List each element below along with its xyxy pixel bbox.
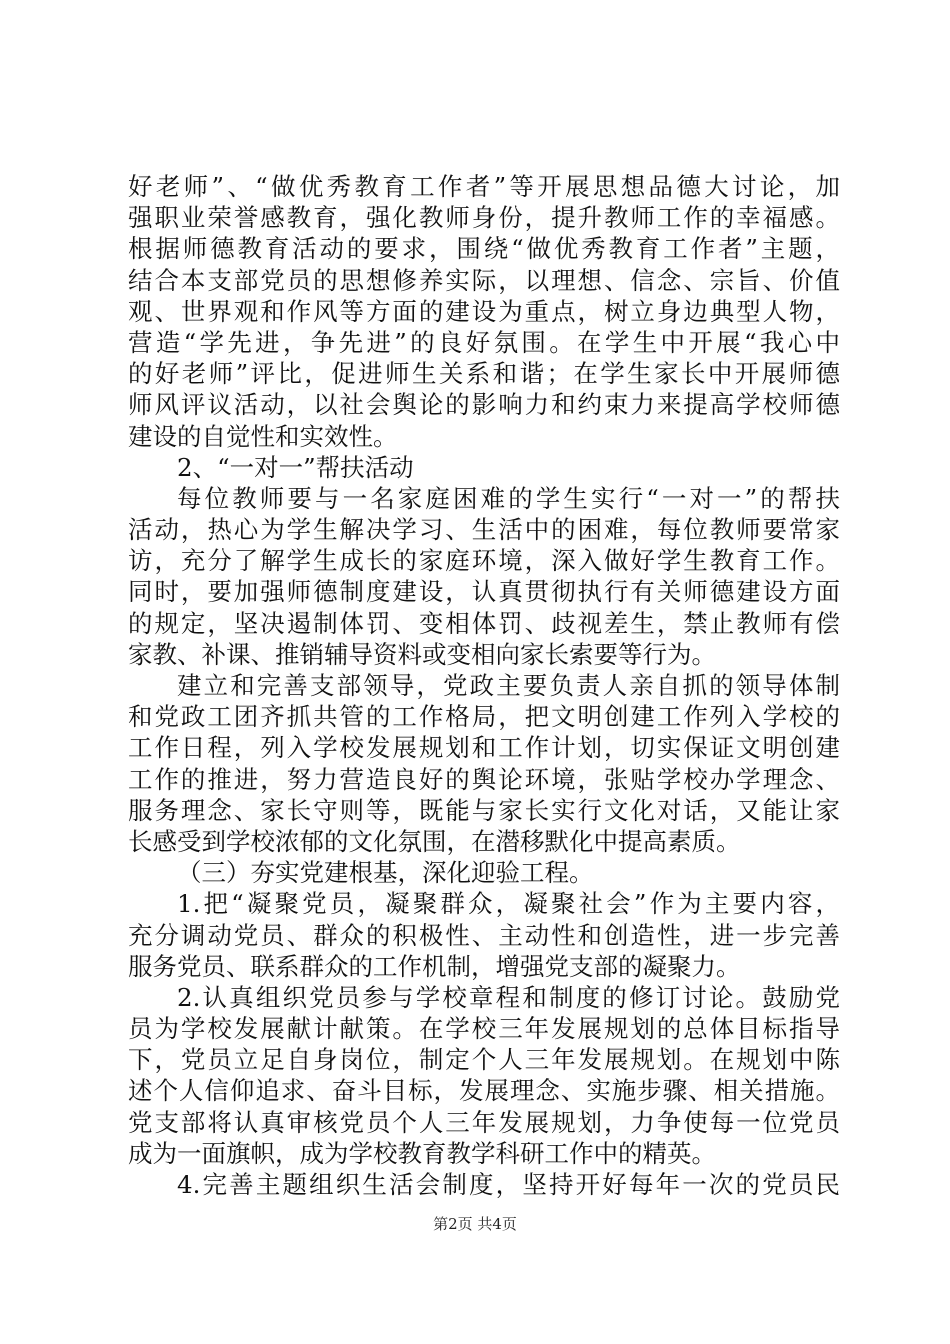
text-line: 建设的自觉性和实效性。 — [128, 421, 398, 451]
text-line: 的规定，坚决遏制体罚、变相体罚、歧视差生，禁止教师有偿 — [128, 608, 840, 638]
text-line: 工作的推进，努力营造良好的舆论环境，张贴学校办学理念、 — [128, 764, 840, 794]
text-line: 服务理念、家长守则等，既能与家长实行文化对话，又能让家 — [128, 795, 840, 825]
text-line: 每位教师要与一名家庭困难的学生实行“一对一”的帮扶 — [177, 483, 840, 513]
page-footer: 第2页 共4页 — [433, 1215, 517, 1233]
paragraph-heading-section-3 — [128, 857, 840, 888]
text-line: 4.完善主题组织生活会制度，坚持开好每年一次的党员民 — [177, 1170, 840, 1199]
text-line: 员为学校发展献计献策。在学校三年发展规划的总体目标指导 — [128, 1014, 840, 1044]
text-line: 师风评议活动，以社会舆论的影响力和约束力来提高学校师德 — [128, 390, 840, 420]
text-line: 党支部将认真审核党员个人三年发展规划，力争使每一位党员 — [128, 1107, 840, 1137]
text-line: 长感受到学校浓郁的文化氛围，在潜移默化中提高素质。 — [128, 826, 741, 856]
paragraph-item-1 — [128, 888, 840, 982]
text-line: 建立和完善支部领导，党政主要负责人亲自抓的领导体制 — [177, 671, 840, 700]
text-line: 2.认真组织党员参与学校章程和制度的修订讨论。鼓励党 — [177, 982, 840, 1012]
paragraph-para-2 — [128, 483, 840, 670]
text-line: 工作日程，列入学校发展规划和工作计划，切实保证文明创建 — [128, 733, 840, 763]
text-line: 好老师”、“做优秀教育工作者”等开展思想品德大讨论，加 — [128, 172, 840, 201]
text-line: （三）夯实党建根基，深化迎验工程。 — [177, 858, 594, 888]
paragraph-para-1 — [128, 171, 840, 452]
text-line: 1.把“凝聚党员，凝聚群众，凝聚社会”作为主要内容， — [177, 889, 840, 919]
paragraph-para-3 — [128, 670, 840, 857]
text-line: 和党政工团齐抓共管的工作格局，把文明创建工作列入学校的 — [128, 702, 840, 732]
text-line: 强职业荣誉感教育，强化教师身份，提升教师工作的幸福感。 — [128, 203, 840, 233]
text-line: 同时，要加强师德制度建设，认真贯彻执行有关师德建设方面 — [128, 577, 840, 607]
paragraph-item-4 — [128, 1169, 840, 1200]
paragraph-heading-one-on-one — [128, 452, 840, 483]
text-line: 述个人信仰追求、奋斗目标，发展理念、实施步骤、相关措施。 — [128, 1076, 840, 1106]
paragraph-item-2 — [128, 982, 840, 1169]
text-line: 活动，热心为学生解决学习、生活中的困难，每位教师要常家 — [128, 515, 840, 545]
text-line: 访，充分了解学生成长的家庭环境，深入做好学生教育工作。 — [128, 546, 840, 576]
text-line: 结合本支部党员的思想修养实际，以理想、信念、宗旨、价值 — [128, 265, 840, 295]
document-body — [128, 171, 840, 1200]
text-line: 2、“一对一”帮扶活动 — [177, 452, 414, 482]
text-line: 的好老师”评比，促进师生关系和谐；在学生家长中开展师德 — [128, 359, 840, 389]
text-line: 充分调动党员、群众的积极性、主动性和创造性，进一步完善 — [128, 920, 840, 950]
text-line: 营造“学先进，争先进”的良好氛围。在学生中开展“我心中 — [128, 327, 840, 357]
text-line: 服务党员、联系群众的工作机制，增强党支部的凝聚力。 — [128, 951, 741, 981]
text-line: 成为一面旗帜，成为学校教育教学科研工作中的精英。 — [128, 1138, 716, 1168]
text-line: 家教、补课、推销辅导资料或变相向家长索要等行为。 — [128, 639, 716, 669]
text-line: 下，党员立足自身岗位，制定个人三年发展规划。在规划中陈 — [128, 1045, 840, 1075]
text-line: 观、世界观和作风等方面的建设为重点，树立身边典型人物， — [128, 296, 840, 326]
text-line: 根据师德教育活动的要求，围绕“做优秀教育工作者”主题， — [128, 234, 840, 264]
